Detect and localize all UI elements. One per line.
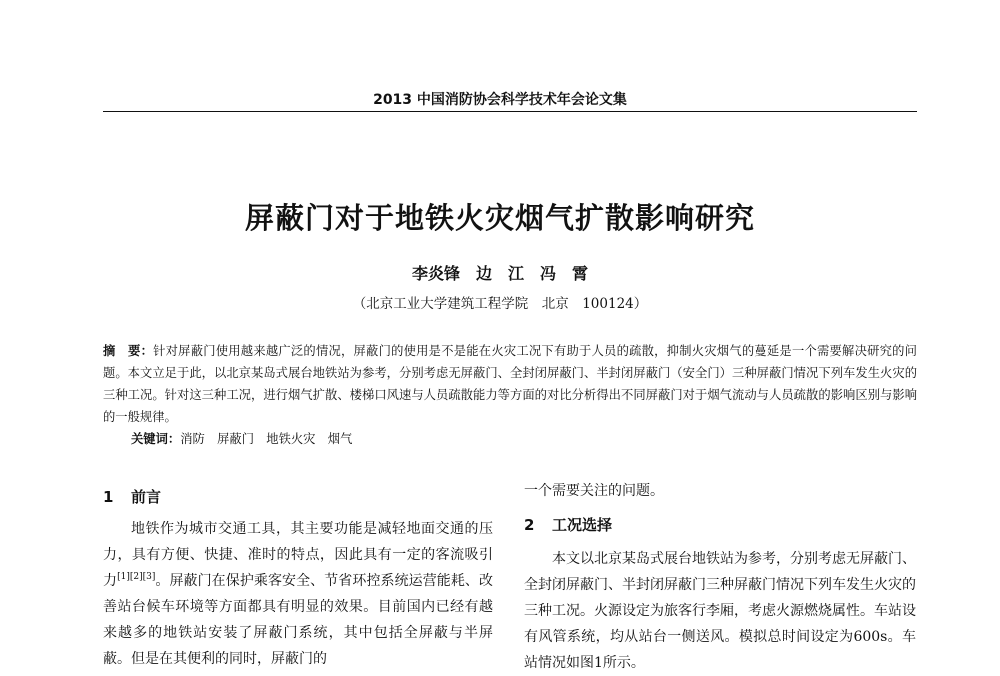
section-number: 1 [103, 488, 114, 506]
abstract-text: 针对屏蔽门使用越来越广泛的情况，屏蔽门的使用是不是能在火灾工况下有助于人员的疏散，抑制火灾烟气的蔓延是一个需要解决研究的问题。本文立足于此，以北京某岛式展台地铁站为参考，分别考虑无屏蔽门、全封闭屏蔽门、半封闭屏蔽门（安全门）三种屏蔽门情况下列车发生火灾的三种工况。针对这三种工况，进行烟气扩散、楼梯口风速与人员疏散能力等方面的对比分析得出不同屏蔽门对于烟气流动与人员疏散的影响区别与影响的一般规律。 [103, 344, 917, 424]
conditions-paragraph: 本文以北京某岛式展台地铁站为参考，分别考虑无屏蔽门、全封闭屏蔽门、半封闭屏蔽门三种屏蔽门情况下列车发生火灾的三种工况。火源设定为旅客行李厢，考虑火源燃烧属性。车站设有风管系统，均从站台一侧送风。模拟总时间设定为600s。车站情况如图1所示。 [524, 551, 916, 671]
abstract-label: 摘 要： [103, 343, 154, 358]
left-column [103, 486, 493, 672]
keywords-text: 消防 屏蔽门 地铁火灾 烟气 [180, 432, 353, 446]
continued-paragraph: 一个需要关注的问题。 [524, 483, 664, 499]
citation-refs: [1][2][3] [117, 572, 156, 582]
author-list: 李炎锋 边 江 冯 霄 [411, 264, 588, 283]
running-head: 2013 中国消防协会科学技术年会论文集 [373, 92, 627, 108]
section-number: 2 [524, 516, 535, 534]
paragraph-text: 地铁作为城市交通工具，其主要功能是减轻地面交通的压力，具有方便、快捷、准时的特点，因此具有一定的客流吸引力 [103, 521, 493, 589]
introduction-paragraph [103, 516, 493, 672]
section-title: 工况选择 [552, 516, 613, 534]
keywords-label: 关键词： [131, 431, 181, 446]
right-column [524, 478, 916, 676]
section-heading-conditions [524, 514, 916, 536]
header-rule [103, 111, 917, 112]
paragraph-text: 。屏蔽门在保护乘客安全、节省环控系统运营能耗、改善站台候车环境等方面都具有明显的效果。目前国内已经有越来越多的地铁站安装了屏蔽门系统，其中包括全屏蔽与半屏蔽。但是在其便利的同时，屏蔽门的 [103, 573, 494, 667]
section-title: 前言 [131, 488, 162, 506]
section-heading-introduction [103, 486, 493, 508]
paper-title: 屏蔽门对于地铁火灾烟气扩散影响研究 [244, 201, 755, 235]
abstract [103, 340, 917, 428]
affiliation: （北京工业大学建筑工程学院 北京 100124） [352, 296, 648, 312]
keywords [131, 428, 911, 450]
